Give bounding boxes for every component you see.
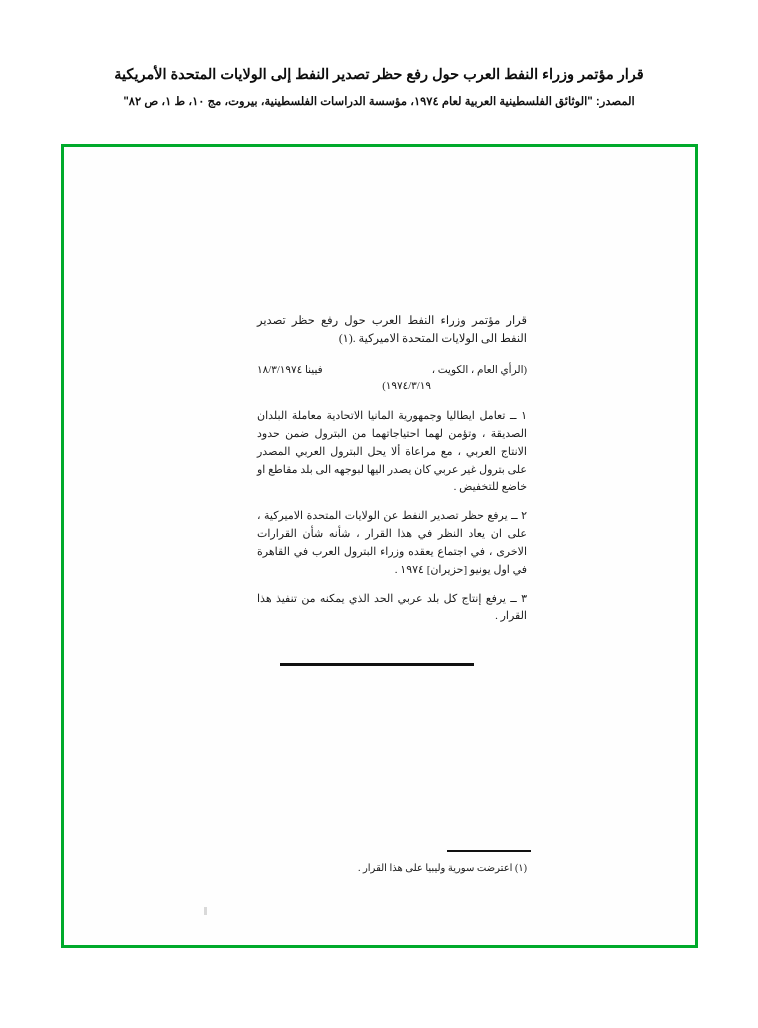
document-paragraph-2: ٢ ــ يرفع حظر تصدير النفط عن الولايات المتحدة الاميركية ، على ان يعاد النظر في هذا القرار ، شأنه شأن القرارات الاخرى ، في اجتماع يعقده وزراء البترول العرب في القاهرة في اول يونيو [حزيران] ١٩٧٤ . [257, 510, 527, 576]
meta-source-note: (الرأي العام ، الكويت ، [431, 364, 527, 376]
meta-place-date: فيينا ١٨/٣/١٩٧٤ [257, 364, 323, 376]
document-title: قرار مؤتمر وزراء النفط العرب حول رفع حظر تصدير النفط الى الولايات المتحدة الاميركية .(١) [257, 315, 527, 345]
page-source-line: المصدر: "الوثائق الفلسطينية العربية لعام ١٩٧٤، مؤسسة الدراسات الفلسطينية، بيروت، مج ١٠، ط ١، ص ٨٢" [123, 95, 635, 108]
scan-artifact [204, 907, 207, 915]
footnote-divider-rule [447, 850, 531, 852]
section-divider-rule [280, 663, 474, 666]
document-meta [257, 363, 527, 397]
meta-row-secondary [257, 379, 527, 396]
meta-source-date: ١٩٧٤/٣/١٩) [382, 381, 431, 393]
page-title: قرار مؤتمر وزراء النفط العرب حول رفع حظر تصدير النفط إلى الولايات المتحدة الأمريكية [114, 67, 644, 83]
document-paragraph-1: ١ ــ تعامل ايطاليا وجمهورية المانيا الاتحادية معاملة البلدان الصديقة ، وتؤمن لهما احتياجاتهما من البترول ضمن حدود الانتاج العربي ، مع مراعاة ألا يحل البترول العربي المصدر على بترول غير عربي كان يصدر اليها لبوجهه الى بلد مقاطع او خاضع للتخفيض . [257, 410, 527, 494]
document-paragraph-3: ٣ ــ يرفع إنتاج كل بلد عربي الحد الذي يمكنه من تنفيذ هذا القرار . [257, 592, 527, 623]
scanned-page-content [64, 147, 695, 945]
meta-row-primary [257, 363, 527, 380]
scanned-page-frame [61, 144, 698, 948]
document-body [257, 313, 527, 636]
page-header [0, 0, 758, 110]
footnote-text: (١) اعترضت سورية وليبيا على هذا القرار . [357, 863, 527, 874]
